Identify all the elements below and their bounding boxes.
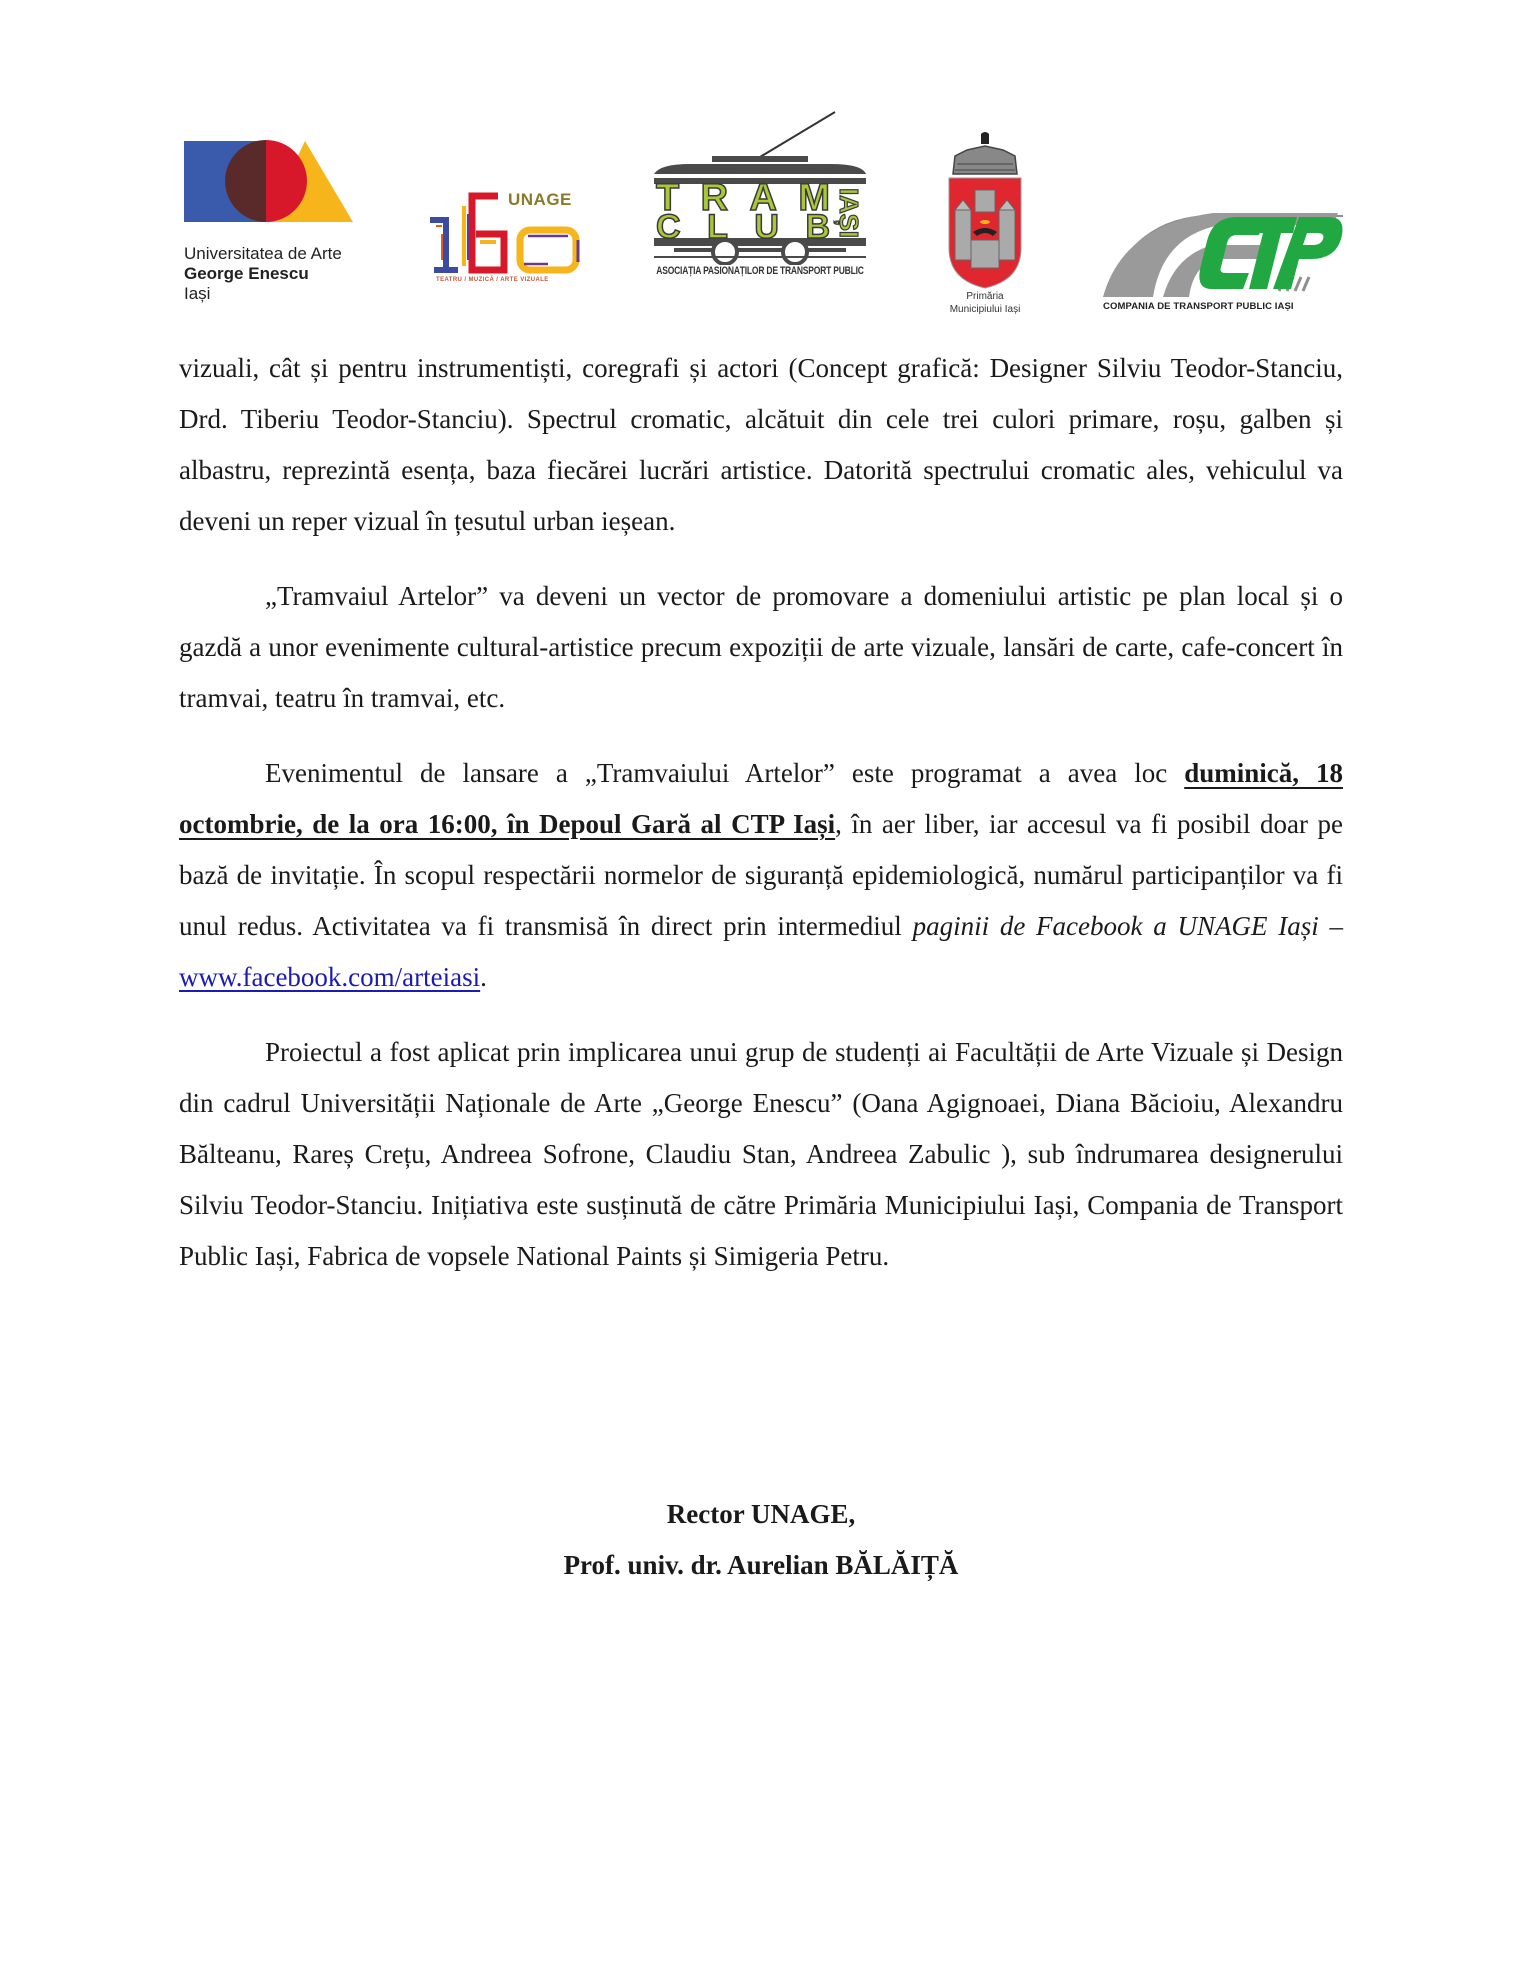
ctp-caption: COMPANIA DE TRANSPORT PUBLIC IAȘI (1103, 301, 1294, 312)
signature-block (0, 1489, 1522, 1591)
tram-title-top: TRAM (656, 177, 830, 219)
paragraph-3 (179, 748, 1343, 1003)
paragraph-1: vizuali, cât și pentru instrumentiști, coregrafi și actori (Concept grafică: Designer Silviu Teodor-Stanciu, Drd. Tiberiu Teodor-Stanciu). Spectrul cromatic, alcătuit din cele trei culori primare, roșu, galben și albastru, reprezintă esența, baza fiecărei lucrări artistice. Datorită spectrului cromatic ales, vehiculul va deveni un reper vizual în țesutul urban ieșean. (179, 353, 1343, 536)
facebook-page-mention: paginii de Facebook a UNAGE Iași (912, 911, 1319, 941)
tram-club-caption: ASOCIAȚIA PASIONAȚILOR DE TRANSPORT PUBLIC (656, 263, 864, 277)
p3-end: . (480, 962, 487, 992)
unage-university-logo (184, 140, 384, 315)
unage-logo-line1: Universitatea de Arte (184, 244, 342, 263)
tram-title-side: IAȘI (834, 188, 864, 238)
tram-icon (650, 110, 870, 265)
primaria-caption-line2: Municipiului Iași (949, 304, 1021, 315)
unage-shapes-icon (184, 140, 354, 224)
logo-header (0, 0, 1522, 330)
unage-160-tagline: TEATRU / MUZICĂ / ARTE VIZUALE (436, 277, 549, 283)
signature-title: Rector UNAGE, (666, 1499, 856, 1529)
ctp-iasi-logo (1103, 205, 1343, 317)
event-date-location: duminică, 18 octombrie, de la ora 16:00, în Depoul Gară al CTP Iași (179, 758, 1343, 839)
primaria-caption-line1: Primăria (966, 291, 1004, 302)
paragraph-2: „Tramvaiul Artelor” va deveni un vector de promovare a domeniului artistic pe plan local și o gazdă a unor evenimente cultural-artistice precum expoziții de arte vizuale, lansări de carte, cafe-concert în tramvai, teatru în tramvai, etc. (179, 581, 1343, 713)
unage-160-logo (428, 190, 588, 290)
number-160-icon (428, 190, 588, 275)
p3-intro: Evenimentul de lansare a „Tramvaiului Artelor” este programat a avea loc (265, 758, 1185, 788)
primaria-iasi-logo (945, 130, 1025, 320)
paragraph-4: Proiectul a fost aplicat prin implicarea unui grup de studenți ai Facultății de Arte Vizuale și Design din cadrul Universității Naționale de Arte „George Enescu” (Oana Agignoaei, Diana Băcioiu, Alexandru Bălteanu, Rareș Crețu, Andreea Sofrone, Claudiu Stan, Andreea Zabulic ), sub îndrumarea designerului Silviu Teodor-Stanciu. Inițiativa este susținută de către Primăria Municipiului Iași, Compania de Transport Public Iași, Fabrica de vopsele National Paints și Simigeria Petru. (179, 1037, 1343, 1271)
coat-of-arms-icon (945, 130, 1025, 290)
tram-title-bottom: CLUB (656, 208, 830, 246)
facebook-link[interactable]: www.facebook.com/arteiasi (179, 962, 481, 992)
p3-dash: – (1318, 911, 1343, 941)
tram-club-logo (650, 110, 870, 285)
p3-middle: , în aer liber, iar accesul va fi posibil doar pe bază de invitație. În scopul respectării normelor de siguranță epidemiologică, numărul participanților va fi unul redus. Activitatea va fi transmisă în direct prin intermediul (179, 809, 1343, 941)
ctp-mark-icon (1103, 205, 1343, 300)
document-body (179, 343, 1343, 1306)
signature-name: Prof. univ. dr. Aurelian BĂLĂIȚĂ (563, 1550, 959, 1580)
unage-160-word: UNAGE (508, 190, 572, 209)
unage-logo-line2: George Enescu (184, 264, 309, 283)
unage-logo-line3: Iași (184, 284, 211, 303)
